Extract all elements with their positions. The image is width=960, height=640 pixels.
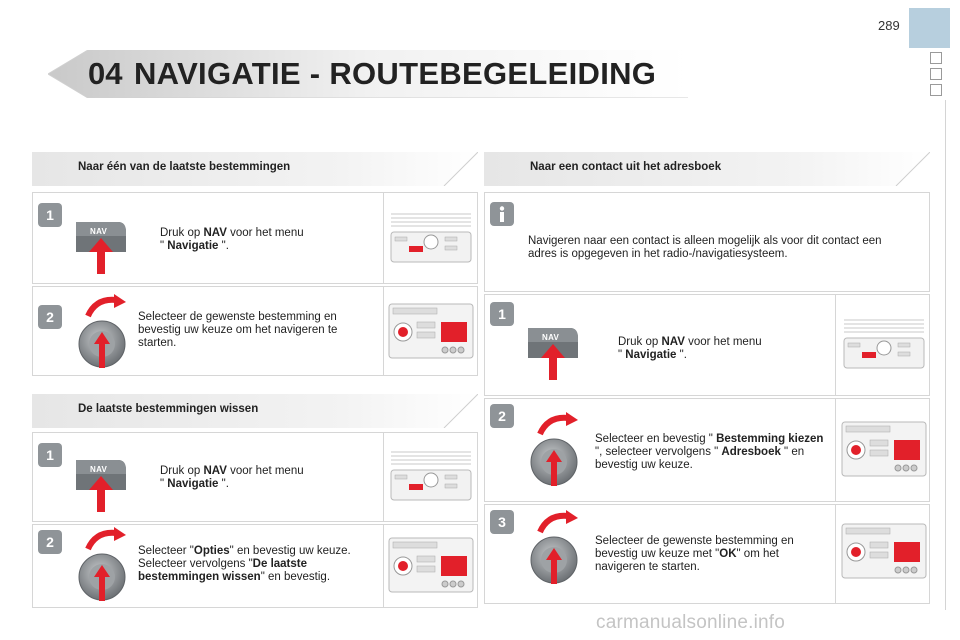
press-arrow-icon: [89, 238, 113, 274]
info-icon: [490, 202, 514, 226]
right-rule: [945, 100, 946, 610]
rotary-knob-icon: [526, 412, 582, 486]
chapter-title: NAVIGATIE - ROUTEBEGELEIDING: [134, 56, 657, 91]
svg-text:1: 1: [498, 306, 506, 322]
step-badge-icon: [490, 302, 514, 326]
step-instruction: Selecteer "Opties" en bevestig uw keuze. Selecteer vervolgens "De laatste bestemmingen wissen" en bevestig.: [138, 545, 351, 583]
radio-panel-illustration: [387, 208, 475, 270]
section-header: [32, 152, 478, 182]
step-badge-icon: [490, 404, 514, 428]
rotary-knob-icon: [74, 294, 130, 368]
nav-button-icon: NAV: [74, 456, 128, 492]
svg-text:1: 1: [46, 207, 54, 223]
radio-panel-illustration: [840, 520, 928, 582]
watermark: carmanualsonline.info: [596, 612, 786, 633]
svg-text:3: 3: [498, 514, 506, 530]
step-badge-icon: [38, 305, 62, 329]
step-instruction: Selecteer en bevestig " Bestemming kiezen ", selecteer vervolgens " Adresboek " en bevestig uw keuze.: [595, 433, 824, 471]
step-badge-icon: [38, 203, 62, 227]
nav-button-icon: NAV: [526, 324, 580, 360]
section-header: [484, 152, 930, 182]
step-instruction: Druk op NAV voor het menu " Navigatie ".: [160, 465, 304, 490]
radio-panel-illustration: [387, 446, 475, 508]
step-instruction: Druk op NAV voor het menu " Navigatie ".: [160, 227, 304, 252]
corner-box: [930, 52, 942, 64]
step-badge-icon: [38, 443, 62, 467]
press-arrow-icon: [89, 476, 113, 512]
section-title: Naar een contact uit het adresboek: [530, 161, 722, 173]
radio-panel-illustration: [840, 418, 928, 480]
step-badge-icon: [490, 510, 514, 534]
radio-panel-illustration: [387, 534, 475, 596]
press-arrow-icon: [541, 344, 565, 380]
chapter-number: 04: [88, 56, 123, 91]
step-badge-icon: [38, 530, 62, 554]
corner-tab: [909, 8, 950, 48]
step-instruction: Selecteer de gewenste bestemming en bevestig uw keuze om het navigeren te starten.: [138, 311, 338, 349]
step-instruction: Selecteer de gewenste bestemming en bevestig uw keuze met "OK" om het navigeren te starten.: [595, 535, 794, 573]
corner-box: [930, 84, 942, 96]
section-title: De laatste bestemmingen wissen: [78, 403, 259, 415]
rotary-knob-icon: [74, 527, 130, 601]
svg-text:2: 2: [498, 408, 506, 424]
svg-text:2: 2: [46, 534, 54, 550]
svg-text:1: 1: [46, 447, 54, 463]
info-text: Navigeren naar een contact is alleen mogelijk als voor dit contact een adres is opgegeven in het radio-/navigatiesysteem.: [528, 235, 882, 260]
section-title: Naar één van de laatste bestemmingen: [78, 161, 291, 173]
rotary-knob-icon: [526, 510, 582, 584]
section-header: [32, 394, 478, 424]
radio-panel-illustration: [387, 300, 475, 362]
corner-box: [930, 68, 942, 80]
step-instruction: Druk op NAV voor het menu " Navigatie ".: [618, 336, 762, 361]
nav-button-icon: NAV: [74, 218, 128, 254]
radio-panel-illustration: [840, 314, 928, 376]
page-number: 289: [878, 18, 900, 33]
svg-text:2: 2: [46, 309, 54, 325]
